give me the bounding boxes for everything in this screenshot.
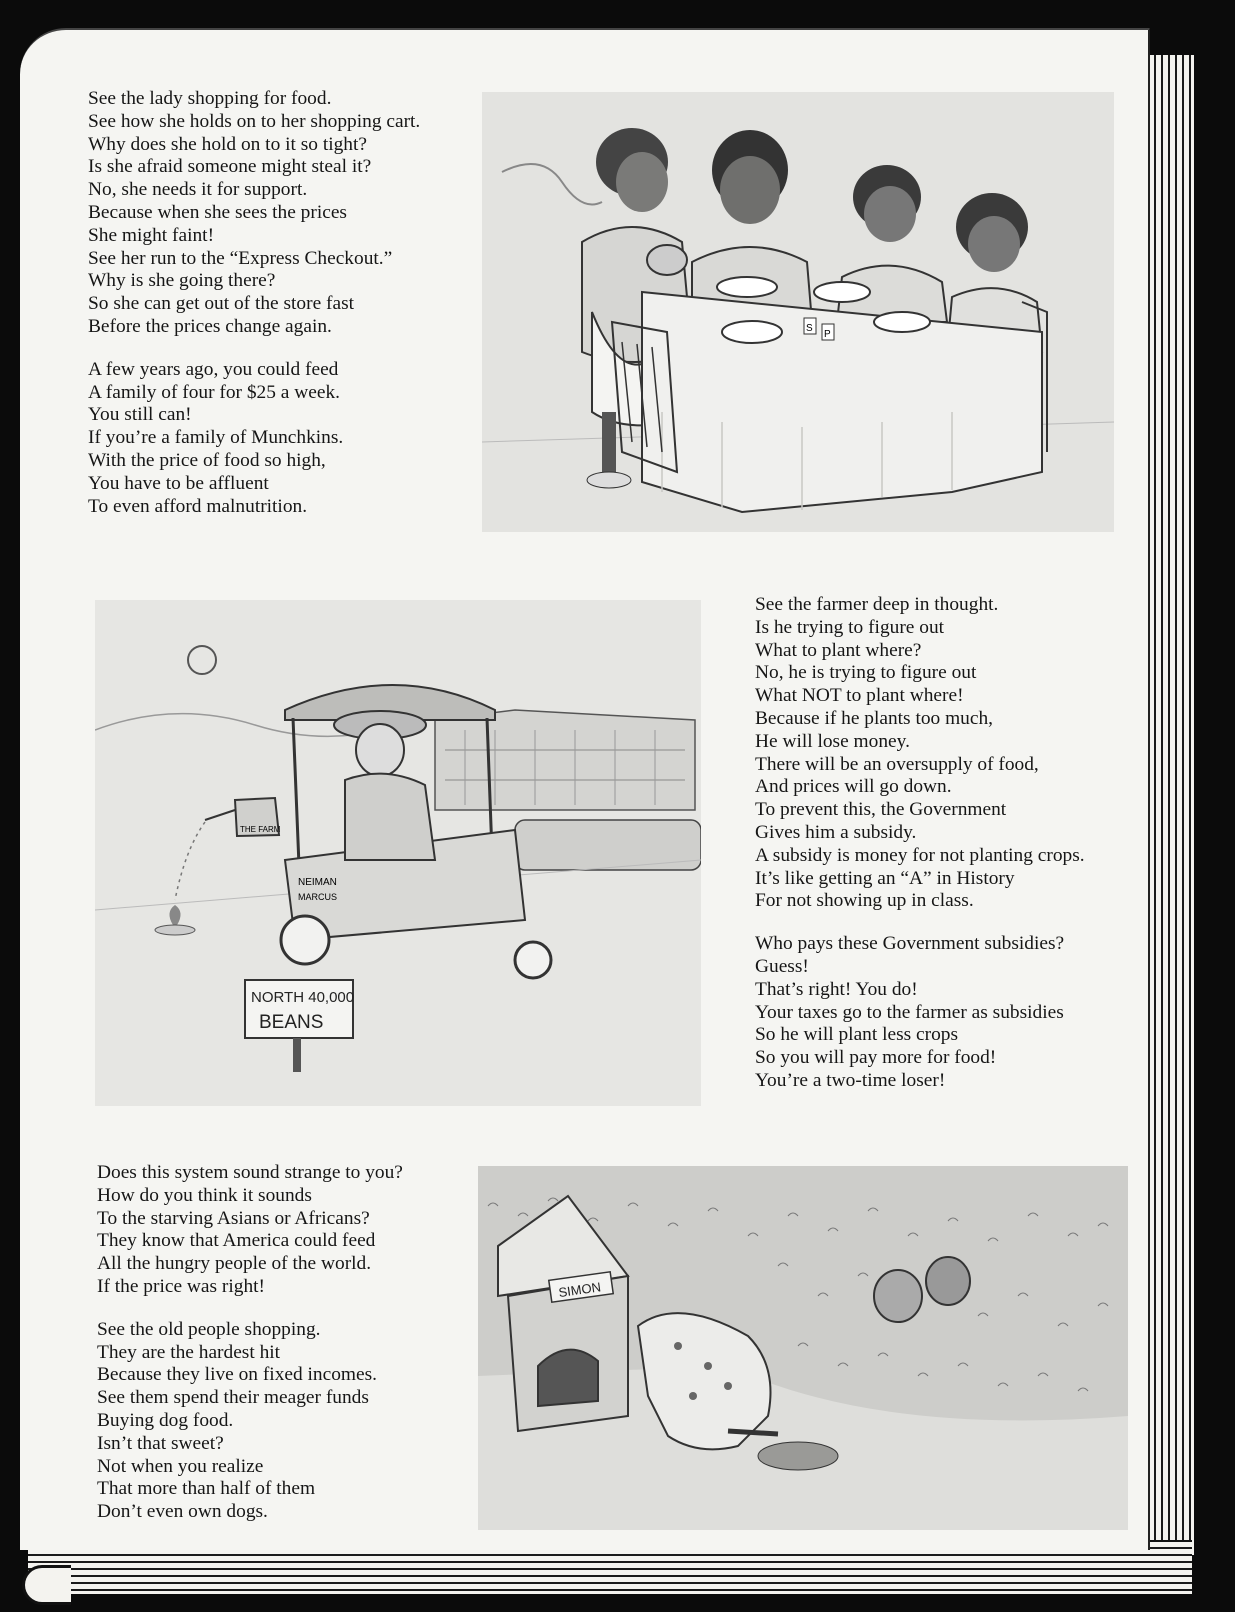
verse-system-and-old-people: [97, 1162, 403, 1524]
verse-line: Why does she hold on to it so tight?: [88, 133, 367, 155]
verse-line: It’s like getting an “A” in History: [755, 867, 1015, 889]
stanza-subsidies: [755, 933, 1085, 1093]
verse-line: Before the prices change again.: [88, 315, 332, 337]
doghouse-nameplate: SIMON: [557, 1279, 602, 1301]
stanza-family-of-four: [88, 359, 420, 519]
verse-line: Gives him a subsidy.: [755, 821, 917, 843]
verse-line: No, he is trying to figure out: [755, 662, 977, 684]
verse-line: All the hungry people of the world.: [97, 1253, 372, 1275]
cart-badge-top: NEIMAN: [298, 877, 337, 888]
verse-line: Because they live on fixed incomes.: [97, 1364, 377, 1386]
verse-line: That more than half of them: [97, 1478, 316, 1500]
verse-line: A subsidy is money for not planting crops.: [755, 844, 1085, 866]
verse-line: To the starving Asians or Africans?: [97, 1207, 370, 1229]
sign-line-2: BEANS: [259, 1012, 324, 1033]
verse-lady-and-family: [88, 88, 420, 518]
verse-line: See her run to the “Express Checkout.”: [88, 247, 393, 269]
verse-line: What NOT to plant where!: [755, 685, 964, 707]
verse-line: Isn’t that sweet?: [97, 1432, 224, 1454]
verse-line: There will be an oversupply of food,: [755, 753, 1039, 775]
verse-line: If you’re a family of Munchkins.: [88, 427, 344, 449]
farmer-cart-illustration: [95, 600, 701, 1106]
stanza-system: [97, 1162, 403, 1299]
verse-line: Because if he plants too much,: [755, 707, 994, 729]
verse-line: She might faint!: [88, 224, 215, 246]
verse-line: And prices will go down.: [755, 776, 952, 798]
verse-line: You have to be affluent: [88, 472, 269, 494]
stanza-farmer: [755, 594, 1085, 913]
verse-line: They know that America could feed: [97, 1230, 376, 1252]
verse-line: See them spend their meager funds: [97, 1387, 369, 1409]
verse-line: Is he trying to figure out: [755, 616, 945, 638]
salt-shaker-label: S: [806, 323, 813, 334]
cart-badge-bottom: MARCUS: [298, 892, 338, 902]
verse-line: A few years ago, you could feed: [88, 358, 339, 380]
verse-farmer-and-subsidies: [755, 594, 1085, 1093]
verse-line: He will lose money.: [755, 730, 910, 752]
verse-line: For not showing up in class.: [755, 890, 974, 912]
verse-line: Because when she sees the prices: [88, 201, 347, 223]
verse-line: Don’t even own dogs.: [97, 1501, 268, 1523]
dinner-table-illustration: [482, 92, 1114, 532]
verse-line: So he will plant less crops: [755, 1024, 959, 1046]
verse-line: No, she needs it for support.: [88, 179, 308, 201]
verse-line: If the price was right!: [97, 1275, 265, 1297]
verse-line: See the farmer deep in thought.: [755, 594, 999, 615]
verse-line: Guess!: [755, 955, 809, 977]
verse-line: They are the hardest hit: [97, 1341, 281, 1363]
verse-line: A family of four for $25 a week.: [88, 381, 341, 403]
watering-can-label: THE FARM: [240, 825, 281, 834]
stanza-lady-shopping: [88, 88, 420, 339]
verse-line: Is she afraid someone might steal it?: [88, 156, 372, 178]
verse-line: Who pays these Government subsidies?: [755, 933, 1065, 955]
verse-line: Why is she going there?: [88, 270, 276, 292]
verse-line: To even afford malnutrition.: [88, 495, 308, 517]
verse-line: That’s right! You do!: [755, 978, 918, 1000]
verse-line: You still can!: [88, 404, 192, 426]
verse-line: You’re a two-time loser!: [755, 1069, 946, 1091]
verse-line: Not when you realize: [97, 1455, 264, 1477]
book-spine-curl: [22, 1565, 71, 1605]
verse-line: To prevent this, the Government: [755, 799, 1007, 821]
verse-line: Does this system sound strange to you?: [97, 1162, 403, 1183]
verse-line: So you will pay more for food!: [755, 1047, 997, 1069]
verse-line: See the lady shopping for food.: [88, 88, 332, 109]
verse-line: Your taxes go to the farmer as subsidies: [755, 1001, 1064, 1023]
doghouse-illustration: [478, 1166, 1128, 1530]
verse-line: What to plant where?: [755, 639, 922, 661]
verse-line: So she can get out of the store fast: [88, 293, 355, 315]
sign-line-1: NORTH 40,000: [251, 989, 355, 1006]
verse-line: Buying dog food.: [97, 1409, 234, 1431]
verse-line: See the old people shopping.: [97, 1318, 321, 1340]
verse-line: See how she holds on to her shopping cart.: [88, 110, 421, 132]
verse-line: With the price of food so high,: [88, 449, 326, 471]
stanza-old-people: [97, 1319, 403, 1524]
verse-line: How do you think it sounds: [97, 1184, 312, 1206]
pepper-shaker-label: P: [824, 329, 831, 340]
